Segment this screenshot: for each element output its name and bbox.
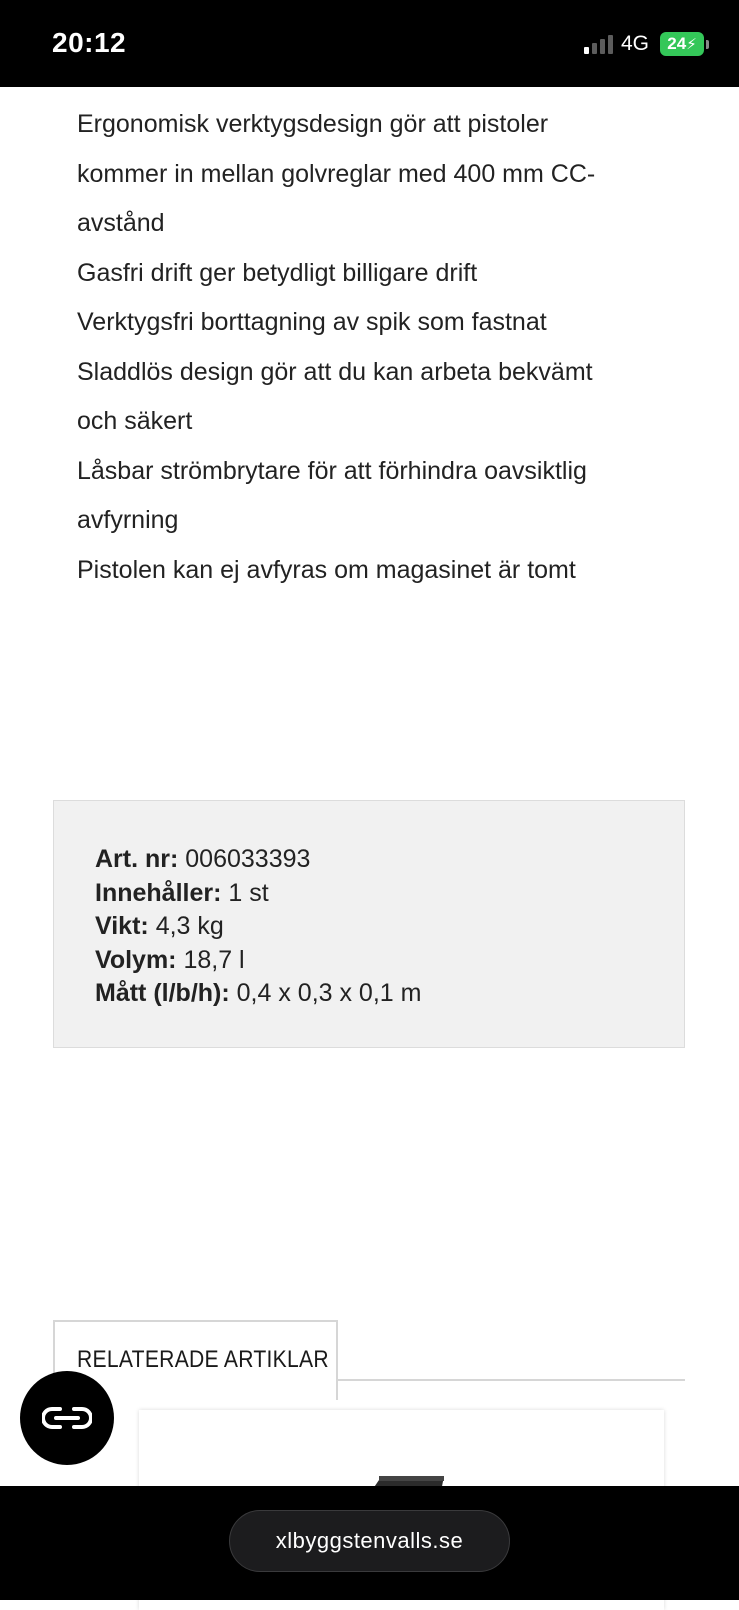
status-bar (0, 0, 739, 87)
spec-label: Vikt: (95, 912, 149, 940)
feature-item: Ergonomisk verktygsdesign gör att pistoler kommer in mellan golvreglar med 400 mm CC-avstånd (77, 110, 596, 237)
feature-item: Sladdlös design gör att du kan arbeta bekvämt och säkert (77, 357, 593, 435)
tab-label: RELATERADE ARTIKLAR (77, 1346, 329, 1373)
address-bar-url: xlbyggstenvalls.se (275, 1528, 464, 1553)
feature-item: Verktygsfri borttagning av spik som fastnat (77, 308, 547, 336)
spec-label: Innehåller: (95, 878, 222, 907)
feature-item: Gasfri drift ger betydligt billigare drift (77, 258, 478, 287)
feature-list (77, 100, 637, 595)
address-bar[interactable] (229, 1510, 510, 1572)
spec-weight (95, 910, 684, 944)
spec-label: Volym: (95, 945, 177, 974)
spec-value: 1 st (228, 878, 269, 907)
spec-value: 0,4 x 0,3 x 0,1 m (236, 979, 422, 1007)
status-time: 20:12 (52, 27, 127, 58)
spec-contents (95, 877, 684, 911)
feature-item: Pistolen kan ej avfyras om magasinet är tomt (77, 555, 576, 584)
battery-icon: 24 ⚡ (660, 32, 704, 56)
chat-loop-icon (42, 1405, 92, 1431)
status-indicators (584, 31, 709, 57)
spec-value: 18,7 l (183, 945, 245, 974)
network-type: 4G (620, 32, 649, 55)
signal-icon (584, 34, 613, 54)
spec-value: 006033393 (185, 845, 311, 873)
product-specs (53, 800, 685, 1048)
battery-level: 24 (667, 34, 687, 53)
chat-button[interactable] (20, 1371, 114, 1465)
feature-item: Låsbar strömbrytare för att förhindra oavsiktlig avfyrning (77, 456, 587, 534)
spec-label: Mått (l/b/h): (95, 979, 230, 1007)
spec-volume (95, 944, 684, 978)
spec-article-number (95, 843, 684, 877)
browser-toolbar (0, 1486, 739, 1600)
spec-value: 4,3 kg (155, 912, 224, 940)
spec-dimensions (95, 977, 684, 1011)
battery-cap (706, 40, 709, 49)
spec-label: Art. nr: (95, 845, 179, 873)
